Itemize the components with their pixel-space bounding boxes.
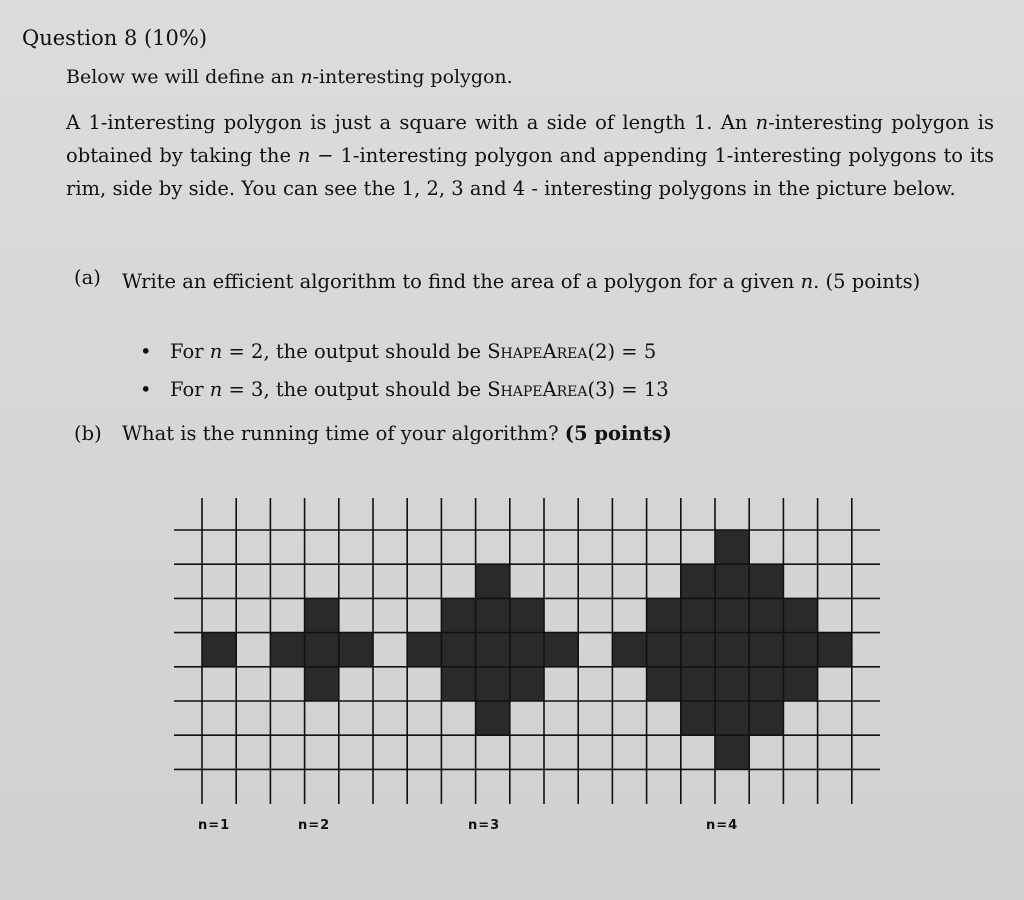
polygon-cell xyxy=(612,633,646,667)
polygon-cell xyxy=(305,667,339,701)
polygon-cell xyxy=(681,667,715,701)
polygon-cell xyxy=(510,667,544,701)
polygon-cell xyxy=(681,633,715,667)
polygon-cell xyxy=(202,633,236,667)
polygon-cell xyxy=(305,633,339,667)
polygon-cell xyxy=(749,633,783,667)
polygon-cell xyxy=(681,598,715,632)
polygon-cell xyxy=(715,735,749,769)
polygon-cell xyxy=(749,701,783,735)
bullet-item: For n = 3, the output should be ShapeArea(3) = 13 xyxy=(170,378,669,401)
polygon-cell xyxy=(783,598,817,632)
polygon-cell xyxy=(647,633,681,667)
polygon-cell xyxy=(476,667,510,701)
polygon-cell xyxy=(647,667,681,701)
polygon-cell xyxy=(681,564,715,598)
polygon-cell xyxy=(818,633,852,667)
polygon-cell xyxy=(715,598,749,632)
polygon-cell xyxy=(681,701,715,735)
polygon-cell xyxy=(339,633,373,667)
polygon-cell xyxy=(544,633,578,667)
polygon-cell xyxy=(476,564,510,598)
polygon-cell xyxy=(476,701,510,735)
polygon-cell xyxy=(715,701,749,735)
label-n3: n=3 xyxy=(468,818,501,833)
polygon-cell xyxy=(407,633,441,667)
polygon-cell xyxy=(783,633,817,667)
question-title: Question 8 (10%) xyxy=(22,26,208,50)
part-a-label: (a) xyxy=(74,266,101,289)
polygon-cell xyxy=(510,633,544,667)
polygon-cell xyxy=(476,598,510,632)
polygon-cell xyxy=(715,667,749,701)
definition-paragraph: A 1-interesting polygon is just a square with a side of length 1. An n-interesting polygon is obtained by taking the n − 1-interesting polygon and appending 1-interesting polygons to its rim, side by side. You can see the 1, 2, 3 and 4 - interesting polygons in the picture below. xyxy=(66,111,994,200)
polygon-cell xyxy=(441,667,475,701)
polygon-cell xyxy=(647,598,681,632)
polygon-cell xyxy=(783,667,817,701)
polygon-cell xyxy=(715,633,749,667)
polygon-cell xyxy=(441,598,475,632)
part-a-text: Write an efficient algorithm to find the area of a polygon for a given n. (5 points) xyxy=(122,270,921,293)
polygon-cell xyxy=(749,667,783,701)
bullet-item: For n = 2, the output should be ShapeArea(2) = 5 xyxy=(170,340,657,363)
polygon-cell xyxy=(476,633,510,667)
part-b-text: What is the running time of your algorithm? (5 points) xyxy=(122,422,672,445)
label-n4: n=4 xyxy=(706,818,739,833)
polygon-grid-svg xyxy=(174,498,884,810)
bullet-dot: • xyxy=(140,378,152,401)
polygon-cell xyxy=(510,598,544,632)
polygon-cell xyxy=(715,530,749,564)
polygon-figure xyxy=(174,498,884,810)
polygon-cell xyxy=(715,564,749,598)
polygon-cell xyxy=(441,633,475,667)
polygon-cell xyxy=(305,598,339,632)
polygon-cell xyxy=(270,633,304,667)
label-n2: n=2 xyxy=(298,818,331,833)
polygon-cell xyxy=(749,598,783,632)
bullet-dot: • xyxy=(140,340,152,363)
polygon-cell xyxy=(749,564,783,598)
intro-text: Below we will define an n-interesting polygon. xyxy=(66,66,513,88)
part-b-label: (b) xyxy=(74,422,102,445)
label-n1: n=1 xyxy=(198,818,231,833)
